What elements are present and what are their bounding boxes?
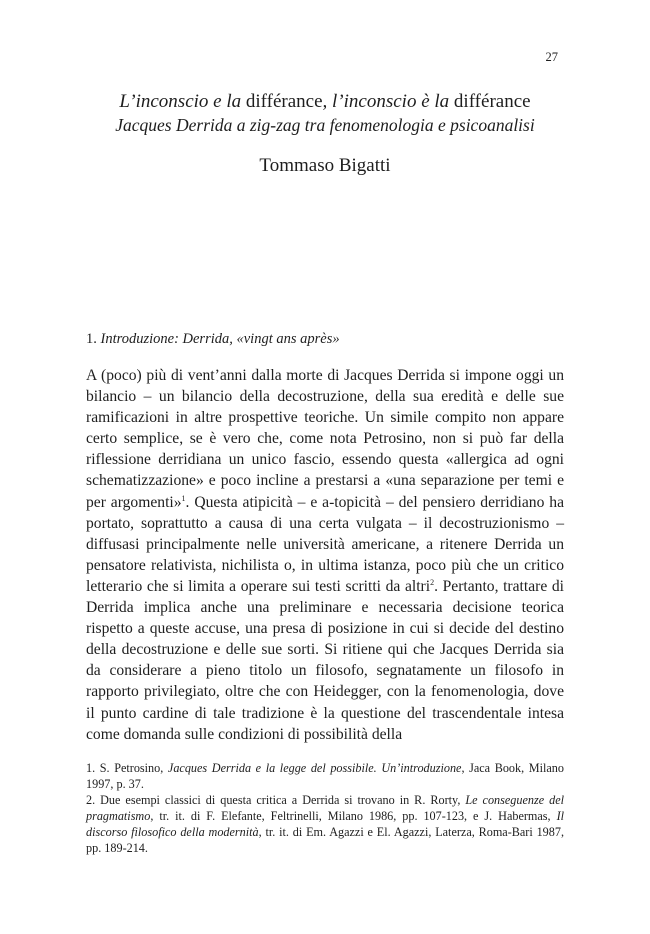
footnote-2-details-2: , tr. it. di Em. Agazzi e El. Agazzi, Laterza, Roma-Bari 1987, pp. 189-214. (86, 825, 565, 855)
body-paragraph (86, 365, 564, 745)
title-block (86, 90, 564, 177)
title-italic-part-1: L’inconscio e la (119, 91, 242, 112)
author-name: Tommaso Bigatti (259, 155, 391, 176)
body-segment-2: . Questa atipicità – e a-topicità – del pensiero derridiano ha portato, soprattutto a causa di una certa vulgata – il decostruzionismo – diffusasi principalmente nelle università americane, a ritenere Derrida un pensatore relativista, nichilista o, in ultima istanza, poco più che un critico letterario che si limita a operare sui testi scritti da altri (86, 493, 564, 595)
body-segment-3: . Pertanto, trattare di Derrida implica anche una preliminare e necessaria decisione teorica rispetto a queste accuse, una presa di posizione in cui si decide del destino della decostruzione e delle sue sorti. Si ritiene qui che Jacques Derrida sia da considerare a pieno titolo un filosofo, segnatamente un filosofo in rapporto privilegiato, oltre che con Heidegger, con la fenomenologia, dove il punto cardine di tale tradizione è la questione del trascendentale intesa come domanda sulle condizioni di possibilità della (86, 577, 564, 743)
footnote-ref-1[interactable]: 1 (181, 493, 186, 503)
footnote-1 (86, 760, 564, 792)
footnote-2 (86, 792, 564, 856)
article-subtitle: Jacques Derrida a zig-zag tra fenomenologia e psicoanalisi (115, 115, 535, 135)
page-number: 27 (545, 50, 558, 64)
body-segment-1: A (poco) più di vent’anni dalla morte di Jacques Derrida si impone oggi un bilancio – un bilancio della decostruzione, della sua eredità e delle sue ramificazioni in altre prospettive teoriche. Un simile compito non appare certo semplice, se è vero che, come nota Petrosino, non si può far della riflessione derridiana un unico fascio, essendo questa «allergica ad ogni schematizzazione» e poco incline a prestarsi a «una separazione per temi e per argomenti» (86, 367, 564, 511)
footnote-1-details: , Jaca Book, Milano 1997, p. 37. (86, 761, 564, 791)
title-roman-part-1: différance (245, 91, 323, 112)
section-heading (86, 331, 340, 348)
title-roman-part-2: différance (453, 91, 531, 112)
article-title (86, 90, 564, 114)
footnote-1-text: 1. S. Petrosino, (86, 761, 164, 775)
title-italic-part-2: , l’inconscio è la (322, 91, 450, 112)
section-title: Introduzione: Derrida, «vingt ans après» (100, 331, 340, 347)
footnote-2-work-title-2: Il discorso filosofico della modernità (86, 809, 565, 839)
section-number: 1. (86, 331, 97, 347)
body-text (86, 365, 564, 745)
footnote-2-text: 2. Due esempi classici di questa critica a Derrida si trovano in R. Rorty, (86, 793, 461, 807)
footnote-2-details-1: , tr. it. di F. Elefante, Feltrinelli, Milano 1986, pp. 107-123, e J. Habermas, (150, 809, 551, 823)
footnote-ref-2[interactable]: 2 (430, 577, 435, 587)
footnotes (86, 760, 564, 856)
footnote-2-work-title-1: Le conseguenze del pragmatismo (86, 793, 565, 823)
footnote-1-work-title: Jacques Derrida e la legge del possibile. Un’introduzione (167, 761, 462, 775)
